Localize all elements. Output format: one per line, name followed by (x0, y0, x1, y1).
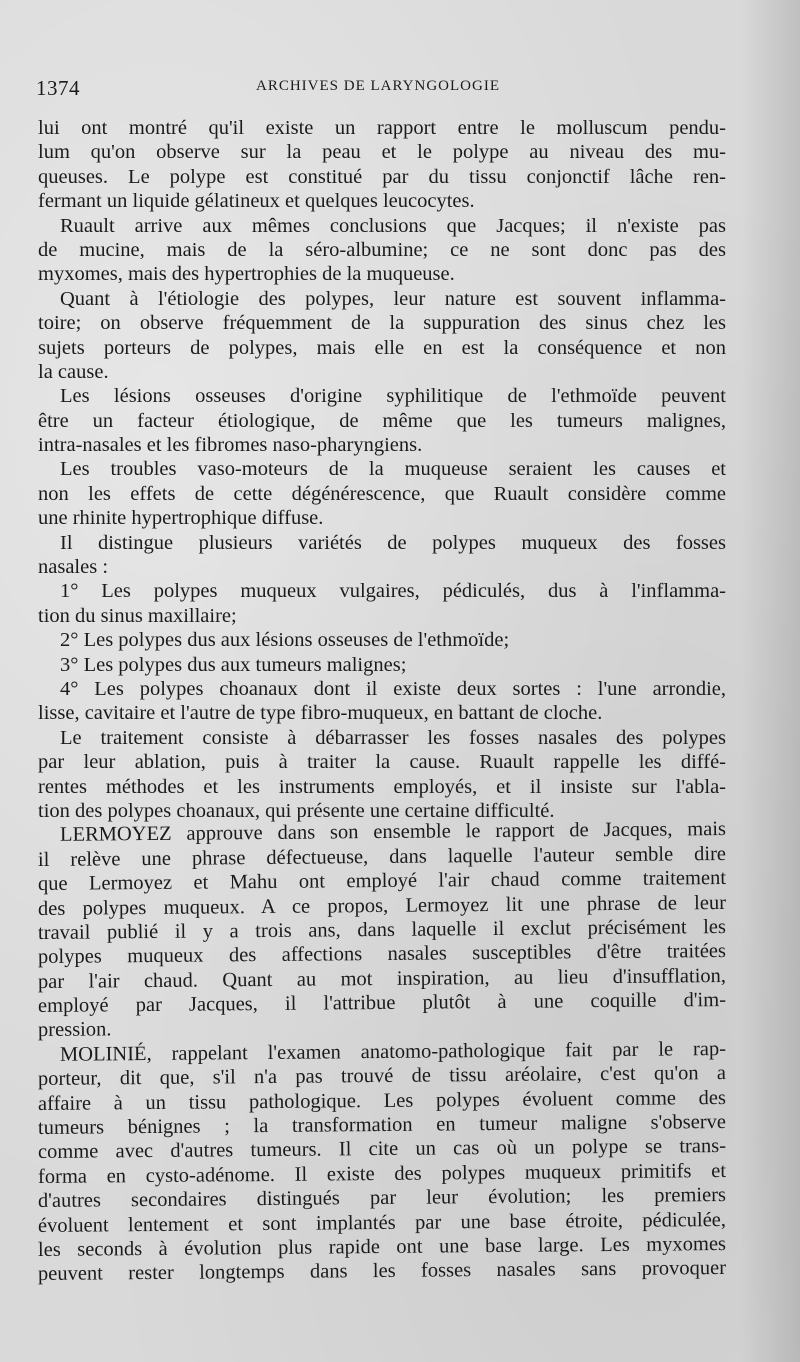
text-line: toire; on observe fréquemment de la suppuration des sinus chez les (38, 312, 726, 335)
text-line: affaire à un tissu pathologique. Les polypes évoluent comme des (37, 1086, 727, 1115)
text-line: sujets porteurs de polypes, mais elle en est la conséquence et non (38, 336, 726, 359)
text-line: par leur ablation, puis à traiter la cause. Ruault rappelle les diffé- (38, 751, 726, 774)
page-edge-shadow (740, 0, 800, 1362)
text-line: d'autres secondaires distingués par leur évolution; les premiers (37, 1184, 727, 1213)
text-line: tion des polypes choanaux, qui présente une certaine difficulté. (38, 799, 555, 822)
text-line: évoluent lentement et sont implantés par une base étroite, pédiculée, (37, 1208, 727, 1237)
text-line: Le traitement consiste à débarrasser les fosses nasales des polypes (60, 726, 726, 749)
text-line: Il distingue plusieurs variétés de polypes muqueux des fosses (60, 531, 726, 554)
list-item-4: 4° Les polypes choanaux dont il existe deux sortes : l'une arrondie, (60, 677, 726, 700)
text-line: fermant un liquide gélatineux et quelques leucocytes. (38, 190, 475, 213)
list-item-2: 2° Les polypes dus aux lésions osseuses de l'ethmoïde; (60, 629, 510, 652)
text-line: MOLINIÉ, rappelant l'examen anatomo-pathologique fait par le rap- (59, 1037, 727, 1066)
text-line: peuvent rester longtemps dans les fosses nasales sans provoquer (37, 1257, 727, 1286)
text-line: myxomes, mais des hypertrophies de la muqueuse. (38, 263, 455, 286)
text-line: les seconds à évolution plus rapide ont une base large. Les myxomes (37, 1232, 727, 1261)
text-line: lisse, cavitaire et l'autre de type fibro-muqueux, en battant de cloche. (38, 702, 603, 725)
text-line: LERMOYEZ approuve dans son ensemble le rapport de Jacques, mais (59, 818, 727, 847)
text-line: employé par Jacques, il l'attribue plutôt à une coquille d'im- (37, 989, 727, 1018)
text-line: queuses. Le polype est constitué par du tissu conjonctif lâche ren- (38, 165, 726, 188)
text-line: tion du sinus maxillaire; (38, 604, 237, 627)
text-line: des polypes muqueux. A ce propos, Lermoyez lit une phrase de leur (37, 891, 727, 920)
text-line: que Lermoyez et Mahu ont employé l'air chaud comme traitement (37, 867, 727, 896)
text-line: rentes méthodes et les instruments employés, et il insiste sur l'abla- (38, 775, 726, 798)
text-line: porteur, dit que, s'il n'a pas trouvé de tissu aréolaire, c'est qu'on a (37, 1062, 727, 1091)
text-line: lui ont montré qu'il existe un rapport entre le molluscum pendu- (38, 117, 726, 139)
text-line: une rhinite hypertrophique diffuse. (38, 507, 324, 530)
text-line: Ruault arrive aux mêmes conclusions que Jacques; il n'existe pas (60, 214, 726, 237)
text-line: pression. (37, 1018, 112, 1042)
page-number: 1374 (36, 76, 80, 100)
text-line: lum qu'on observe sur la peau et le polype au niveau des mu- (38, 141, 726, 164)
text-line: comme avec d'autres tumeurs. Il cite un cas où un polype se trans- (37, 1135, 727, 1164)
page-header (36, 72, 726, 102)
text-line: Les lésions osseuses d'origine syphilitique de l'ethmoïde peuvent (60, 385, 726, 408)
text-line: par l'air chaud. Quant au mot inspiration, au lieu d'insufflation, (37, 964, 727, 993)
text-line: forma en cysto-adénome. Il existe des polypes muqueux primitifs et (37, 1159, 727, 1188)
text-line: intra-nasales et les fibromes naso-pharyngiens. (38, 434, 423, 457)
text-line: tumeurs bénignes ; la transformation en tumeur maligne s'observe (37, 1111, 727, 1140)
list-item-1: 1° Les polypes muqueux vulgaires, pédiculés, dus à l'inflamma- (60, 580, 726, 603)
text-line: être un facteur étiologique, de même que les tumeurs malignes, (38, 409, 726, 432)
text-line: Quant à l'étiologie des polypes, leur nature est souvent inflamma- (60, 287, 726, 310)
text-line: de mucine, mais de la séro-albumine; ce ne sont donc pas des (38, 238, 726, 261)
list-item-3: 3° Les polypes dus aux tumeurs malignes; (60, 653, 407, 676)
text-line: travail publié il y a trois ans, dans laquelle il exclut précisément les (37, 915, 727, 944)
text-line: il relève une phrase défectueuse, dans laquelle l'auteur semble dire (37, 842, 727, 871)
text-line: la cause. (38, 360, 109, 383)
body-text (38, 116, 726, 1287)
running-head: ARCHIVES DE LARYNGOLOGIE (256, 78, 500, 94)
text-line: Les troubles vaso-moteurs de la muqueuse seraient les causes et (60, 458, 726, 481)
text-line: polypes muqueux des affections nasales susceptibles d'être traitées (37, 940, 727, 969)
text-line: nasales : (38, 556, 109, 579)
text-line: non les effets de cette dégénérescence, que Ruault considère comme (38, 482, 726, 505)
